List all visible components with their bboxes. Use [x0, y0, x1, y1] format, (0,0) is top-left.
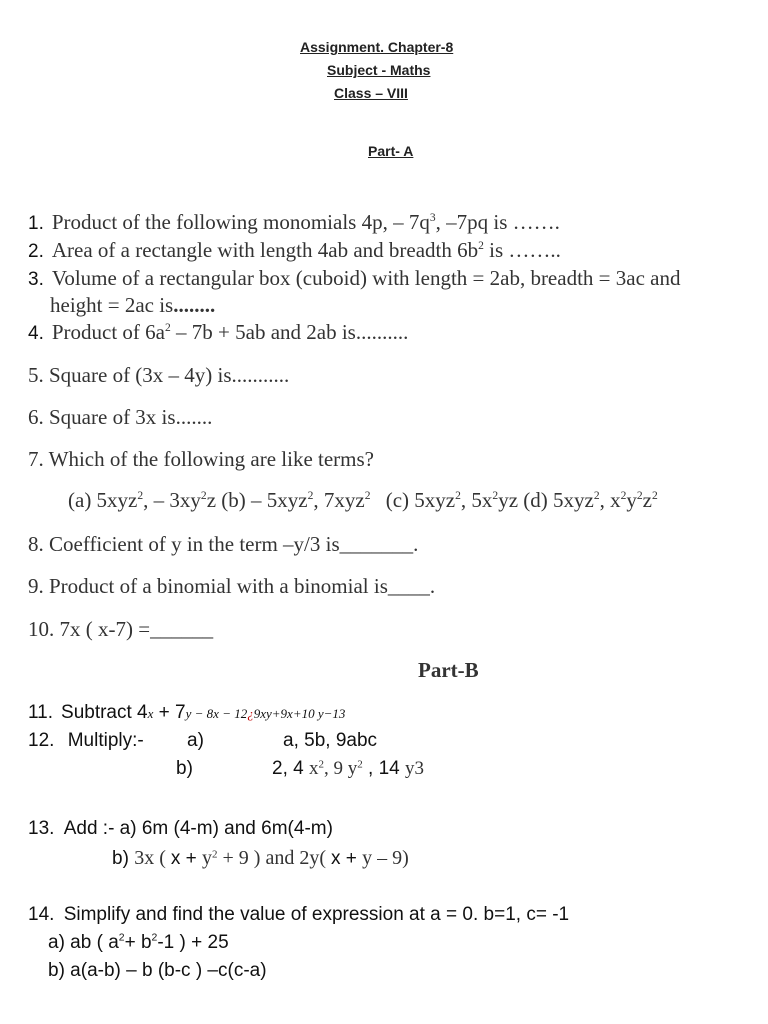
question-number: 3.: [28, 269, 44, 290]
option-b: (b) – 5xyz$^2$, 7xyz$^2$: [221, 488, 371, 512]
question-14-part-a: a) ab ( $a^2+ b^2-1$ ) + 25: [48, 932, 229, 953]
question-label: Multiply:-: [67, 730, 144, 751]
question-text: Subtract 4x + 7y − 8x − 12¿9xy+9x+10 y−13: [61, 702, 346, 723]
question-number: 14.: [28, 904, 55, 925]
option-a: (a) 5xyz$^2$, – $3xy^2z$: [68, 488, 222, 512]
question-8: 8. Coefficient of y in the term –y/3 is_______.: [28, 532, 419, 556]
question-number: 1.: [28, 213, 44, 234]
question-number: 4.: [28, 323, 44, 344]
option-d: (d) 5xyz$^2$, $x^2y^2z^2$: [523, 488, 658, 512]
question-12: [28, 730, 144, 752]
question-5: 5. Square of (3x – 4y) is...........: [28, 363, 290, 387]
question-1: [28, 210, 560, 235]
part-a-tag: a): [187, 730, 204, 751]
assignment-title: Assignment. Chapter-8: [300, 39, 454, 55]
question-number: 13.: [28, 818, 55, 839]
subject-title: Subject - Maths: [327, 62, 431, 78]
question-4: [28, 320, 408, 345]
question-7-options: [68, 488, 658, 513]
question-text: Product of the following monomials 4p, – $7q^3$, –7pq is …….: [51, 210, 560, 234]
part-b-value: 2, 4 $x^2$, 9 $y^2$ , 14 y3: [272, 758, 424, 779]
question-3: [28, 266, 680, 291]
question-text: Area of a rectangle with length 4ab and breadth $6b^2$ is ……..: [51, 238, 561, 262]
question-number: 11.: [28, 702, 54, 723]
option-c: (c) 5xyz$^2$, $5x^2yz$: [385, 488, 524, 512]
question-text: Simplify and find the value of expression at a = 0. b=1, c= -1: [63, 904, 570, 925]
question-7: 7. Which of the following are like terms?: [28, 447, 375, 471]
question-14-part-b: b) a(a-b) – b (b-c ) –c(c-a): [48, 960, 267, 981]
question-14: [28, 904, 569, 926]
question-text: Product of $6a^2 - 7b + 5ab$ and 2ab is..........: [51, 320, 409, 344]
part-a-value: a, 5b, 9abc: [283, 730, 378, 751]
question-3-continued: height = 2ac is........: [50, 293, 216, 317]
question-13-part-b: b) 3x ( $x + y^2 + 9$ ) and 2y( x + y – 9): [112, 847, 409, 869]
question-number: 12.: [28, 730, 55, 751]
question-10: 10. 7x ( x-7) =______: [28, 617, 214, 641]
part-b-heading: Part-B: [418, 658, 479, 682]
question-2: [28, 238, 561, 263]
question-text: Add :- a) 6m (4-m) and 6m(4-m): [63, 818, 333, 839]
question-6: 6. Square of 3x is.......: [28, 405, 213, 429]
question-text: Volume of a rectangular box (cuboid) with length = 2ab, breadth = 3ac and: [51, 266, 681, 290]
question-number: 2.: [28, 241, 44, 262]
part-b-tag: b): [176, 758, 193, 779]
question-9: 9. Product of a binomial with a binomial is____.: [28, 574, 436, 598]
question-11: [28, 702, 345, 724]
part-a-heading: Part- A: [368, 143, 414, 159]
question-13: [28, 818, 333, 840]
class-title: Class – VIII: [334, 85, 408, 101]
